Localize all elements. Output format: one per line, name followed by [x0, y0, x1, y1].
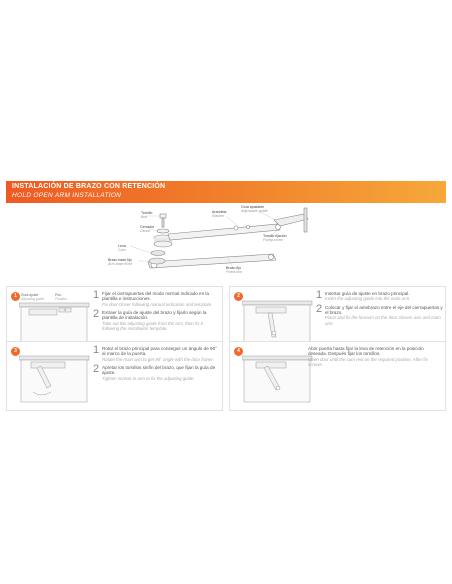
- step-item: 2 Colocar y fijar el antebrazo entre el eje del cierrapuertas y el brazo. Place and fix the forearm on the door closers axis and main arm.: [316, 302, 443, 326]
- step-illustration: [19, 293, 91, 348]
- step-item: 1 Fijar el cierrapuertas del modo normal indicado en la plantilla e instrucciones. Fix door closer following manual indication and template.: [93, 289, 213, 307]
- step-number-badge: 1: [11, 292, 20, 301]
- step-item: 2 Apretar los tornillos sinfín del brazo, que fijan la guía de ajuste. Tighten screws in arm to fix the adjusting guide.: [93, 363, 216, 381]
- mini-label: Guía ajuste: [21, 293, 39, 297]
- parts-diagram: [108, 206, 338, 278]
- mini-label: Adjusting guide: [21, 297, 45, 301]
- label-adjustable-guide: Guía ajustable Adjustable guide: [241, 205, 268, 213]
- step-illustration: [19, 348, 91, 403]
- forearm-fix-illustration: [242, 293, 314, 348]
- step-illustration: [242, 348, 314, 403]
- door-frame-guide-illustration: [19, 293, 91, 348]
- label-bolt: Tornillo Bolt: [141, 211, 153, 219]
- step-text: Abrir puerta hasta fijar la leva de retención en la posición deseada. Después fijar los tornillos. Open door until the cam rest on the required position. After fix screws.: [308, 346, 428, 368]
- step-illustration: [242, 293, 314, 348]
- mini-label: Pos.: [55, 293, 62, 297]
- step-item: 1 Insertar guía de ajuste en brazo principal. Insert the adjusting guide into the main arm.: [316, 289, 411, 302]
- step-list: [93, 291, 220, 334]
- label-washer: Arandela Washer: [212, 210, 227, 218]
- label-fixed-arm: Brazo fijo Fixed arm: [226, 266, 242, 274]
- step-number-badge: 3: [11, 347, 20, 356]
- step-list: [316, 291, 443, 329]
- mini-label: Position: [55, 297, 68, 301]
- section-subtitle: HOLD OPEN ARM INSTALLATION: [12, 192, 122, 199]
- section-title: INSTALACIÓN DE BRAZO CON RETENCIÓN: [12, 183, 166, 190]
- step-item: 1 Rotar el brazo principal para conseguir un ángulo de 90° al marco de la puerta. Rotate the main arm to get 90° angle with the door frame.: [93, 344, 217, 362]
- step-item: 2 Extraer la guía de ajuste del brazo y fijarlo según la plantilla de instalación. Take out the adjusting guide from the arm, then fix it following the installation template.: [93, 308, 207, 332]
- step-list: [93, 346, 220, 384]
- rotate-arm-illustration: [19, 348, 91, 403]
- hold-open-cam-illustration: [242, 348, 314, 403]
- label-cam: Leva Cam: [118, 244, 126, 252]
- step-number-badge: 2: [234, 292, 243, 301]
- label-fixing-screw: Tornillo fijación Fixing screw: [263, 234, 287, 242]
- step-number-badge: 4: [234, 347, 243, 356]
- label-closer: Cerrador Closer: [140, 225, 155, 233]
- section-banner: [6, 181, 446, 203]
- step-card-3: [6, 341, 223, 411]
- label-arm-base-fixed: Brazo base fijo Arm base fixed: [108, 258, 132, 266]
- step-card-4: [229, 341, 446, 411]
